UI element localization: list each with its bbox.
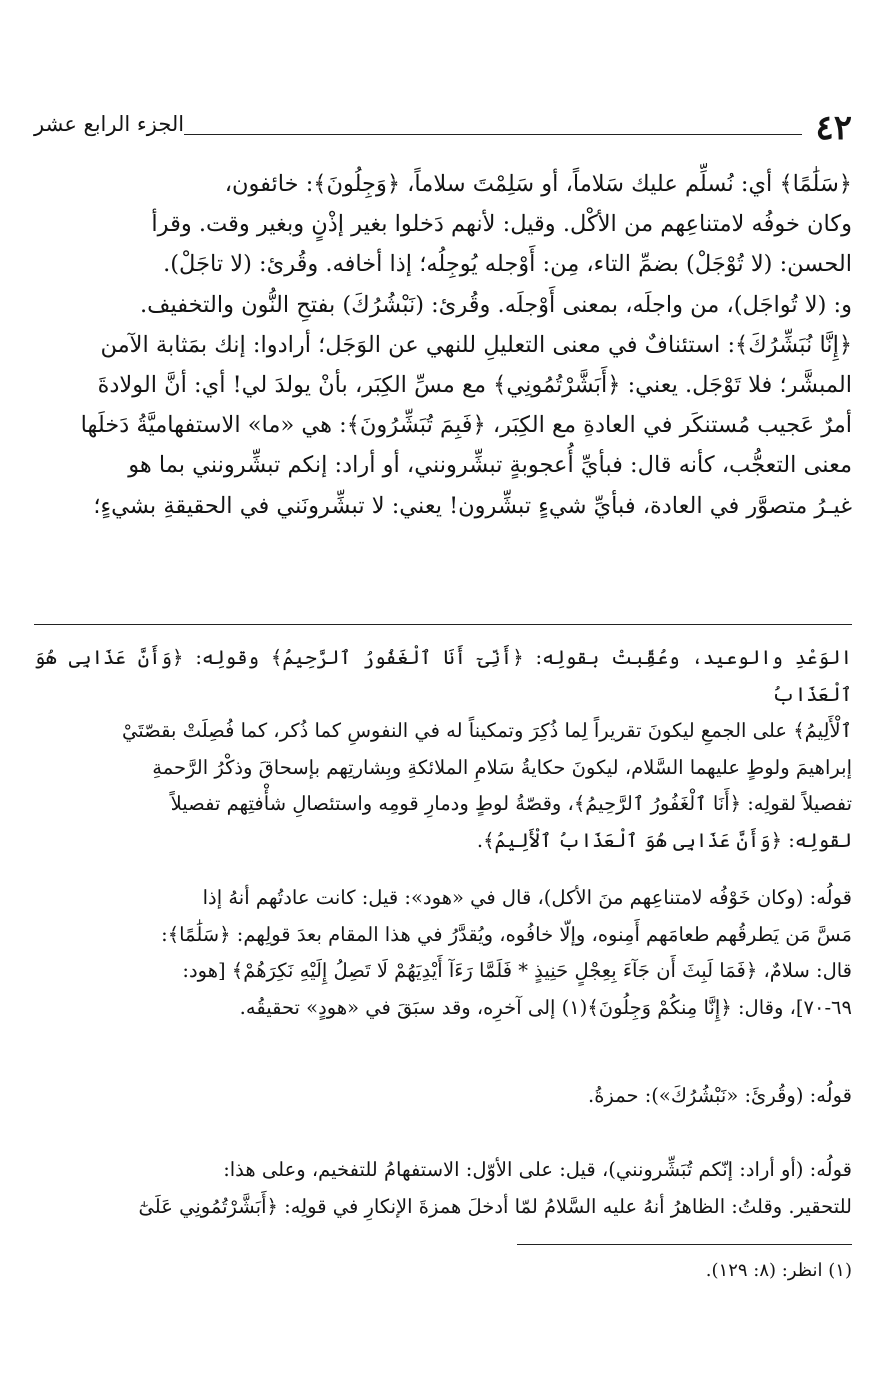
page-header bbox=[34, 108, 852, 148]
footnote: (١) انظر: (٨: ١٢٩). bbox=[705, 1260, 852, 1281]
page-number: ٤٢ bbox=[815, 108, 852, 148]
commentary-paragraph bbox=[34, 1078, 852, 1115]
footnote-rule bbox=[517, 1244, 852, 1245]
main-line: غيـرُ متصوَّر في العادة، فبأيِّ شيءٍ تبشِّرون! يعني: لا تبشِّرونَني في الحقيقةِ بشيءٍ؛ bbox=[93, 492, 852, 519]
commentary-paragraph bbox=[34, 1152, 852, 1225]
commentary-line: قولُه: (وكان خَوْفُه لامتناعِهم منَ الأكل)، قال في «هود»: قيل: كانت عادتُهم أنهُ إذا bbox=[202, 886, 852, 909]
main-commentary-separator bbox=[34, 624, 852, 625]
main-line: المبشَّر؛ فلا تَوْجَل. يعني: ﴿أَبَشَّرْتُمُونِي﴾ مع مسِّ الكِبَر، بأنْ يولدَ لي! أي: أنَّ الولادةَ bbox=[97, 372, 852, 399]
commentary-line: ٦٩-٧٠]، وقال: ﴿إِنَّا مِنكُمْ وَجِلُونَ﴾(١) إلى آخرِه، وقد سبَقَ في «هودٍ» تحقيقُه. bbox=[239, 995, 852, 1019]
commentary-paragraph bbox=[34, 640, 852, 859]
commentary-line: مَسَّ مَن يَطرقُهم طعامَهم أَمِنوه، وإلّا خافُوه، ويُقدَّرُ في هذا المقام بعدَ قولِهم: ﴿سَلَٰمًا﴾: bbox=[161, 922, 852, 946]
running-title: الجزء الرابع عشر bbox=[34, 112, 185, 136]
commentary-paragraph bbox=[34, 880, 852, 1026]
header-rule bbox=[184, 134, 802, 135]
commentary-line: الوَعْدِ والوعيد، وعُقِّبتْ بقولِه: ﴿أَنِّىٓ أَنَا ٱلْغَفُورُ ٱلرَّحِيمُ﴾ وقولِه: ﴿وَأَنَّ عَذَابِى هُوَ ٱلْعَذَابُ bbox=[34, 646, 852, 706]
main-line: أمرٌ عَجيب مُستنكَر في العادةِ مع الكِبَر، ﴿فَبِمَ تُبَشِّرُونَ﴾: هي «ما» الاستفهاميَّةُ دَخلَها bbox=[80, 412, 852, 439]
main-line: وكان خوفُه لامتناعِهم من الأكْل. وقيل: لأنهم دَخلوا بغير إذْنٍ وبغير وقت. وقرأ bbox=[151, 211, 852, 238]
commentary-line: ٱلْأَلِيمُ﴾ على الجمعِ ليكونَ تقريراً لِما ذُكِرَ وتمكيناً له في النفوسِ كما ذُكر، كما فُصِلَتْ بقصّتَيْ bbox=[122, 719, 852, 742]
main-text bbox=[34, 164, 852, 526]
main-line: الحسن: (لا تُوْجَلْ) بضمِّ التاء، مِن: أَوْجله يُوجِلُه؛ إذا أخافه. وقُرئ: (لا تاجَلْ). bbox=[163, 251, 852, 278]
main-line: معنى التعجُّب، كأنه قال: فبأيِّ أُعجوبةٍ تبشِّرونني، أو أراد: إنكم تبشِّرونني بما هو bbox=[128, 452, 852, 479]
commentary-line: قال: سلامٌ، ﴿فَمَا لَبِثَ أَن جَآءَ بِعِجْلٍ حَنِيذٍ * فَلَمَّا رَءَآ أَيْدِيَهُمْ لَا تَصِلُ إِلَيْهِ نَكِرَهُمْ﴾ [هود: bbox=[182, 959, 852, 982]
commentary-line: تفصيلاً لقولِه: ﴿أَنَا ٱلْغَفُورُ ٱلرَّحِيمُ﴾، وقصّةُ لوطٍ ودمارِ قومِه واستئصالِ شأْفتِهم تفصيلاً bbox=[170, 792, 852, 815]
main-line: ﴿إِنَّا نُبَشِّرُكَ﴾: استئنافٌ في معنى التعليلِ للنهي عن الوَجَل؛ أرادوا: إنك بمَثابة الآمن bbox=[100, 331, 852, 358]
main-line: ﴿سَلَٰمًا﴾ أي: نُسلِّم عليك سَلاماً، أو سَلِمْتَ سلاماً، ﴿وَجِلُونَ﴾: خائفون، bbox=[224, 171, 852, 197]
commentary-line: للتحقير. وقلتُ: الظاهرُ أنهُ عليه السَّلامُ لمّا أدخلَ همزةَ الإنكارِ في قولِه: ﴿أَبَشَّرْتُمُونِي عَلَىٰٓ bbox=[138, 1194, 852, 1218]
main-line: و: (لا تُواجَل)، من واجلَه، بمعنى أَوْجلَه. وقُرئ: (نَبْشُرُكَ) بفتحِ النُّون والتخفيف. bbox=[140, 291, 852, 318]
commentary-line: إبراهيمَ ولوطٍ عليهما السَّلام، ليكونَ حكايةُ سَلامِ الملائكةِ وبِشارتِهم بإسحاقَ وذكْرُ الرَّحمةِ bbox=[152, 755, 852, 779]
commentary-line: لقولِه: ﴿وَأَنَّ عَذَابِى هُوَ ٱلْعَذَابُ ٱلْأَلِيمُ﴾. bbox=[476, 828, 852, 852]
commentary-line: قولُه: (وقُرئَ: «نَبْشُرُكَ»): حمزةُ. bbox=[588, 1084, 852, 1107]
commentary-line: قولُه: (أو أراد: إنّكم تُبَشِّرونني)، قيل: على الأوّل: الاستفهامُ للتفخيم، وعلى هذا: bbox=[223, 1158, 852, 1181]
